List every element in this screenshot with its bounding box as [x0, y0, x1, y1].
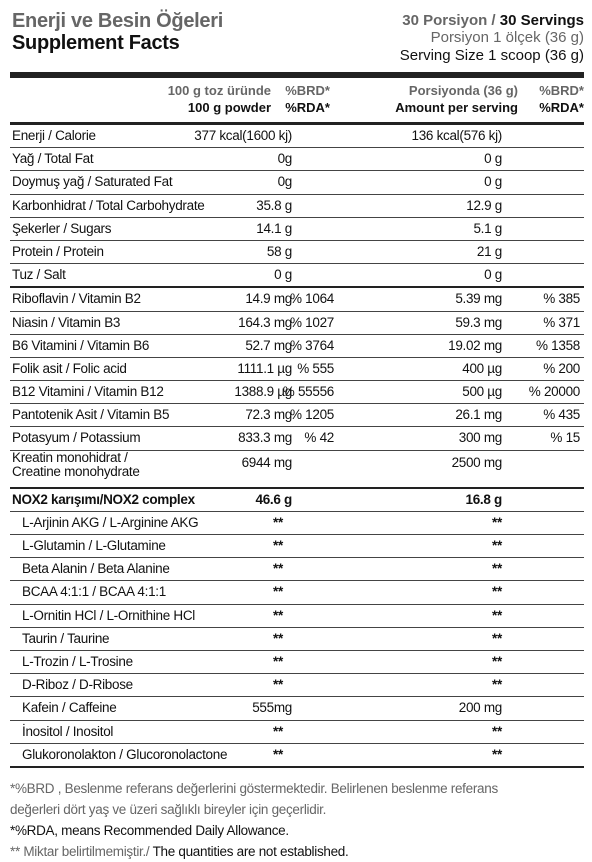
row-rda-serving: % 15	[550, 430, 580, 446]
row-rda-100g: % 1064	[290, 291, 334, 307]
not-established-mark: **	[492, 653, 502, 669]
servings-block	[400, 12, 584, 65]
supplement-facts-panel	[10, 10, 584, 862]
creatine-name-tr: Kreatin monohidrat /	[12, 449, 128, 465]
row-name: Glukoronolakton / Glucoronolactone	[22, 746, 228, 762]
row-name: Protein / Protein	[12, 243, 104, 259]
table-row	[10, 605, 584, 628]
nox2-value-100g: 46.6 g	[255, 491, 292, 507]
row-value-serving: 0 g	[484, 174, 502, 190]
row-name: Şekerler / Sugars	[12, 220, 112, 236]
not-established-mark: **	[492, 514, 502, 530]
row-name: Doymuş yağ / Saturated Fat	[12, 174, 173, 190]
header	[10, 10, 584, 72]
creatine-row	[10, 451, 584, 489]
col-perserving-tr: Porsiyonda (36 g)	[408, 83, 518, 98]
row-value-serving: 500 µg	[462, 384, 502, 400]
row-value-serving: 12.9 g	[466, 197, 502, 213]
row-value-100g: 377 kcal(1600 kj)	[194, 128, 292, 143]
servings-count	[400, 12, 584, 29]
col-rda2-tr: %BRD*	[539, 83, 584, 98]
row-value-100g: 833.3 mg	[238, 430, 292, 446]
footnote-not-established	[10, 841, 584, 862]
col-rda1	[285, 82, 330, 116]
table-row	[10, 404, 584, 427]
row-value-100g: 1111.1 µg	[237, 360, 292, 376]
col-perserving-en: Amount per serving	[395, 100, 518, 115]
table-row	[10, 381, 584, 404]
servings-tr: 30 Porsiyon /	[402, 12, 496, 29]
col-rda1-tr: %BRD*	[285, 83, 330, 98]
not-established-mark: **	[492, 746, 502, 762]
row-rda-100g: % 555	[297, 360, 334, 376]
row-rda-serving: % 435	[543, 407, 580, 423]
col-perserving	[395, 82, 518, 116]
col-rda2-en: %RDA*	[539, 100, 584, 115]
creatine-value-serving: 2500 mg	[451, 454, 502, 470]
row-name: L-Ornitin HCl / L-Ornithine HCl	[22, 607, 195, 623]
row-name: B6 Vitamini / Vitamin B6	[12, 337, 150, 353]
row-rda-serving: % 1358	[536, 337, 580, 353]
table-row	[10, 171, 584, 194]
caffeine-value-100g: 555mg	[252, 700, 292, 716]
not-established-mark: **	[273, 584, 283, 600]
table-row	[10, 581, 584, 604]
row-rda-serving: % 200	[543, 360, 580, 376]
nox2-name: NOX2 karışımı/NOX2 complex	[12, 491, 195, 507]
row-name: İnositol / Inositol	[22, 723, 114, 739]
servings-en: 30 Servings	[499, 12, 584, 29]
table-row	[10, 288, 584, 311]
nox2-row	[10, 489, 584, 512]
table-row	[10, 674, 584, 697]
title-tr: Enerji ve Besin Öğeleri	[12, 10, 223, 32]
table-row	[10, 148, 584, 171]
row-name: Niasin / Vitamin B3	[12, 314, 121, 330]
not-established-mark: **	[492, 538, 502, 553]
row-name: Yağ / Total Fat	[12, 151, 94, 167]
row-value-serving: 59.3 mg	[455, 314, 502, 330]
table-row	[10, 335, 584, 358]
row-value-100g: 164.3 mg	[238, 314, 292, 330]
row-name: L-Glutamin / L-Glutamine	[22, 538, 166, 553]
table-row	[10, 721, 584, 744]
row-rda-serving: % 20000	[528, 384, 580, 400]
row-rda-100g: % 55556	[282, 384, 334, 400]
footnotes	[10, 778, 584, 862]
row-name: Tuz / Salt	[12, 267, 66, 283]
serving-size-tr: Porsiyon 1 ölçek (36 g)	[430, 29, 584, 46]
row-value-100g: 14.1 g	[256, 220, 292, 236]
footnote-rda: *%RDA, means Recommended Daily Allowance.	[10, 822, 289, 838]
not-established-mark: **	[273, 746, 283, 762]
table-row	[10, 264, 584, 288]
title-block	[12, 10, 223, 54]
caffeine-name: Kafein / Caffeine	[22, 700, 117, 716]
not-established-mark: **	[273, 607, 283, 623]
caffeine-value-serving: 200 mg	[458, 700, 502, 716]
row-value-100g: 58 g	[266, 243, 292, 259]
row-name: Taurin / Taurine	[22, 630, 110, 646]
row-value-serving: 400 µg	[462, 360, 502, 376]
row-name: B12 Vitamini / Vitamin B12	[12, 384, 164, 400]
table-row	[10, 512, 584, 535]
row-value-serving: 5.39 mg	[455, 291, 502, 307]
footnote-brd-1: *%BRD , Beslenme referans değerlerini göstermektedir. Belirlenen beslenme referans	[10, 780, 498, 796]
row-value-serving: 5.1 g	[473, 220, 502, 236]
not-established-mark: **	[492, 723, 502, 739]
col-per100-tr: 100 g toz üründe	[167, 83, 271, 98]
not-established-mark: **	[273, 538, 283, 553]
col-rda2	[539, 82, 584, 116]
not-established-mark: **	[273, 630, 283, 646]
row-name: Beta Alanin / Beta Alanine	[22, 561, 170, 577]
creatine-name-en: Creatine monohydrate	[12, 463, 140, 479]
serving-size-en: Serving Size 1 scoop (36 g)	[399, 47, 584, 64]
row-name: D-Riboz / D-Ribose	[22, 677, 133, 693]
row-value-100g: 1388.9 µg	[234, 384, 292, 400]
table-row	[10, 535, 584, 558]
table-row	[10, 312, 584, 335]
row-name: L-Arjinin AKG / L-Arginine AKG	[22, 514, 199, 530]
not-established-mark: **	[492, 607, 502, 623]
footnote-miktar-tr: ** Miktar belirtilmemiştir./	[10, 843, 150, 859]
row-name: Riboflavin / Vitamin B2	[12, 291, 141, 307]
table-row	[10, 218, 584, 241]
not-established-mark: **	[492, 677, 502, 693]
col-rda1-en: %RDA*	[285, 100, 330, 115]
table-row	[10, 195, 584, 218]
not-established-mark: **	[492, 584, 502, 600]
row-name: L-Trozin / L-Trosine	[22, 653, 133, 669]
row-name: Karbonhidrat / Total Carbohydrate	[12, 197, 205, 213]
table-row	[10, 558, 584, 581]
not-established-mark: **	[492, 561, 502, 577]
footnote-brd-2: değerleri dört yaş ve üzeri sağlıklı bireyler için geçerlidir.	[10, 801, 327, 817]
row-rda-serving: % 371	[543, 314, 580, 330]
creatine-name	[12, 451, 140, 479]
table-row	[10, 358, 584, 381]
row-value-serving: 0 g	[484, 151, 502, 167]
not-established-mark: **	[273, 561, 283, 577]
row-value-100g: 0g	[277, 174, 292, 190]
title-en: Supplement Facts	[12, 32, 180, 54]
row-name: Potasyum / Potassium	[12, 430, 141, 446]
row-value-100g: 14.9 mg	[245, 291, 292, 307]
row-value-serving: 136 kcal(576 kj)	[411, 128, 502, 143]
table-row	[10, 241, 584, 264]
row-value-serving: 0 g	[484, 267, 502, 283]
row-value-serving: 21 g	[476, 243, 502, 259]
creatine-value-100g: 6944 mg	[241, 454, 292, 470]
table-row	[10, 427, 584, 450]
table-row	[10, 125, 584, 148]
row-rda-100g: % 1205	[290, 407, 334, 423]
row-value-100g: 0g	[277, 151, 292, 167]
row-value-100g: 52.7 mg	[245, 337, 292, 353]
row-rda-100g: % 42	[304, 430, 334, 446]
row-value-100g: 72.3 mg	[245, 407, 292, 423]
footnote-miktar-en: The quantities are not established.	[149, 843, 349, 859]
row-rda-100g: % 3764	[290, 337, 334, 353]
table-row	[10, 651, 584, 674]
caffeine-row	[10, 697, 584, 720]
not-established-mark: **	[273, 723, 283, 739]
row-rda-100g: % 1027	[290, 314, 334, 330]
nox2-value-serving: 16.8 g	[465, 491, 502, 507]
not-established-mark: **	[273, 514, 283, 530]
row-value-serving: 26.1 mg	[455, 407, 502, 423]
column-headers	[10, 78, 584, 125]
table-row	[10, 628, 584, 651]
row-value-serving: 300 mg	[458, 430, 502, 446]
not-established-mark: **	[492, 630, 502, 646]
row-name: Pantotenik Asit / Vitamin B5	[12, 407, 170, 423]
col-per100	[168, 82, 271, 116]
row-value-100g: 35.8 g	[256, 197, 292, 213]
row-value-100g: 0 g	[274, 267, 292, 283]
row-name: Folik asit / Folic acid	[12, 360, 127, 376]
col-per100-en: 100 g powder	[187, 100, 271, 115]
row-name: Enerji / Calorie	[12, 128, 96, 143]
table-row	[10, 744, 584, 768]
row-value-serving: 19.02 mg	[448, 337, 502, 353]
row-name: BCAA 4:1:1 / BCAA 4:1:1	[22, 584, 166, 600]
not-established-mark: **	[273, 653, 283, 669]
row-rda-serving: % 385	[543, 291, 580, 307]
not-established-mark: **	[273, 677, 283, 693]
